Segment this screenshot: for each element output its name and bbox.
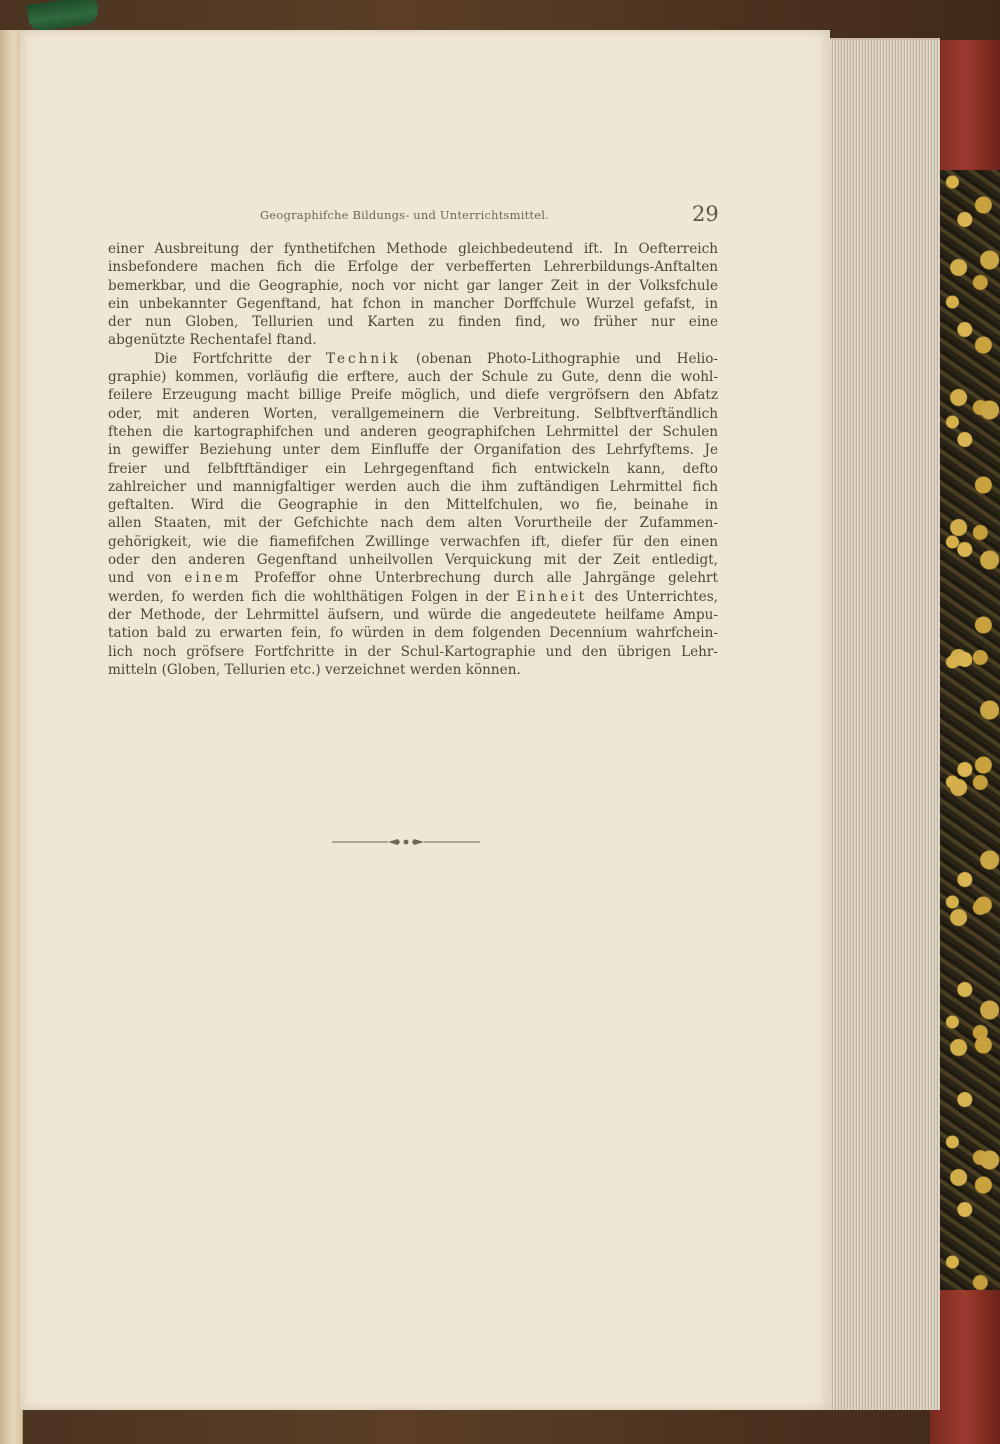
text-line: zahlreicher und mannigfaltiger werden auch die ihm zuftändigen Lehrmittel fich xyxy=(108,478,718,495)
text-line xyxy=(108,350,718,368)
emphasis-technik: Technik xyxy=(326,350,401,367)
page-edges xyxy=(822,38,940,1410)
text-line: ein unbekannter Gegenftand, hat fchon in mancher Dorffchule Wurzel gefafst, in xyxy=(108,295,718,312)
text-line: feilere Erzeugung macht billige Preife möglich, und diefe vergröfsern den Abfatz xyxy=(108,387,718,404)
text-line: geftalten. Wird die Geographie in den Mittelfchulen, wo fie, beinahe in xyxy=(108,497,718,514)
text-line: lich noch gröfsere Fortfchritte in der Schul-Kartographie und den übrigen Lehr- xyxy=(108,643,718,660)
text-line: oder den anderen Gegenftand unheilvollen Verquickung mit der Zeit entledigt, xyxy=(108,552,718,569)
paragraph-2 xyxy=(108,350,718,679)
text-line: allen Staaten, mit der Gefchichte nach dem alten Vorurtheile der Zufammen- xyxy=(108,515,718,532)
text-line: der Methode, der Lehrmittel äufsern, und würde die angedeutete heilfame Ampu- xyxy=(108,606,718,623)
text-line: tation bald zu erwarten fein, fo würden in dem folgenden Decennium wahrfchein- xyxy=(108,625,718,642)
text-fragment: Profeffor ohne Unterbrechung durch alle Jahrgänge gelehrt xyxy=(241,570,718,587)
text-line: abgenützte Rechentafel ftand. xyxy=(108,332,317,349)
text-line: graphie) kommen, vorläufig die erftere, auch der Schule zu Gute, denn die wohl- xyxy=(108,369,718,386)
running-head: Geographifche Bildungs- und Unterrichtsmittel. xyxy=(260,208,549,222)
text-line: freier und felbftftändiger ein Lehrgegenftand fich entwickeln kann, defto xyxy=(108,460,718,477)
text-fragment: werden, fo werden fich die wohlthätigen Folgen in der xyxy=(108,588,517,605)
book-cover-top xyxy=(930,40,1000,180)
text-line: in gewiffer Beziehung unter dem Einfluffe der Organifation des Lehrfyftems. Je xyxy=(108,442,718,459)
text-fragment: und von xyxy=(108,570,185,587)
text-line: mitteln (Globen, Tellurien etc.) verzeichnet werden können. xyxy=(108,661,521,678)
text-line: insbefondere machen fich die Erfolge der verbefferten Lehrerbildungs-Anftalten xyxy=(108,259,718,276)
book-page xyxy=(20,30,830,1410)
emphasis-einem: einem xyxy=(184,570,242,587)
text-line: der nun Globen, Tellurien und Karten zu finden find, wo früher nur eine xyxy=(108,314,718,331)
text-line: gehörigkeit, wie die fiamefifchen Zwillinge verwachfen ift, diefer für den einen xyxy=(108,533,718,550)
text-line: bemerkbar, und die Geographie, noch vor nicht gar langer Zeit in der Volksfchule xyxy=(108,277,718,294)
marbled-endpaper xyxy=(938,170,1000,1300)
body-text xyxy=(108,240,718,679)
section-end-ornament xyxy=(332,835,480,849)
page-number: 29 xyxy=(692,202,719,226)
text-line: ftehen die kartographifchen und anderen geographifchen Lehrmittel der Schulen xyxy=(108,423,718,440)
text-line xyxy=(108,569,718,587)
text-fragment: des Unterrichtes, xyxy=(587,588,718,605)
text-line: oder, mit anderen Worten, verallgemeinern die Verbreitung. Selbftverftändlich xyxy=(108,405,718,422)
text-line: einer Ausbreitung der fynthetifchen Methode gleichbedeutend ift. In Oefterreich xyxy=(108,241,718,257)
book-cover-bottom xyxy=(930,1290,1000,1444)
text-fragment: Die Fortfchritte der xyxy=(154,350,326,367)
text-line xyxy=(108,588,718,606)
text-fragment: (obenan Photo-Lithographie und Helio- xyxy=(400,350,718,367)
paragraph-1 xyxy=(108,240,718,350)
emphasis-einheit: Einheit xyxy=(516,588,588,605)
